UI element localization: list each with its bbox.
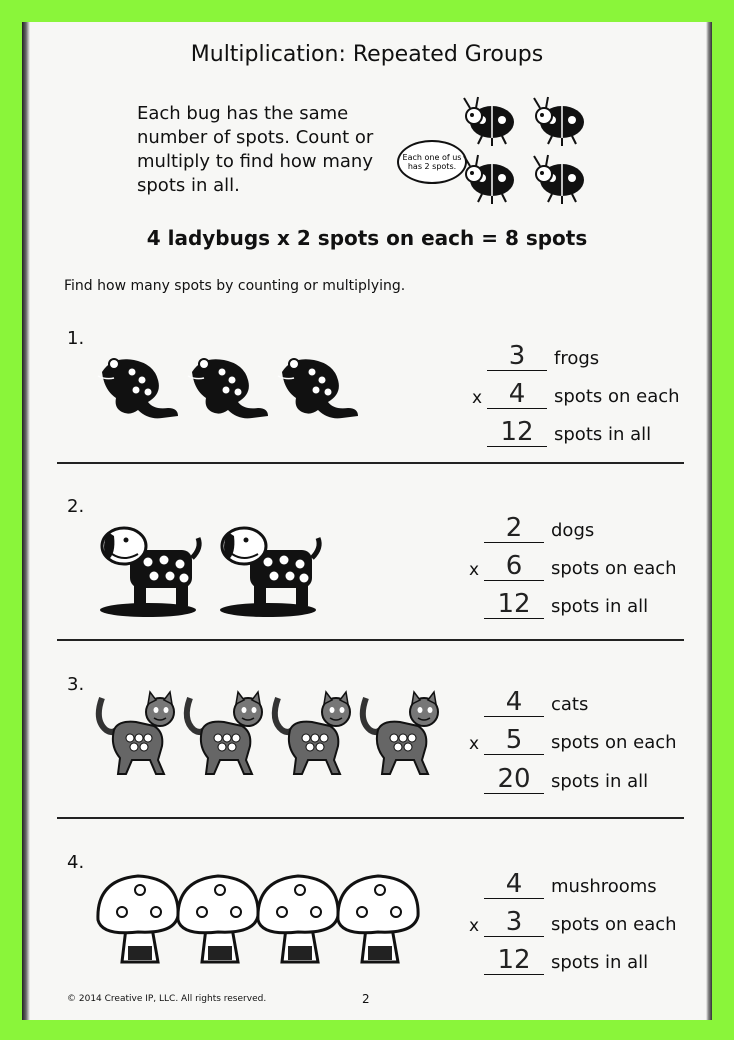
example-equation: 4 ladybugs x 2 spots on each = 8 spots	[146, 226, 588, 250]
total-label: spots in all	[551, 771, 649, 792]
count-label: mushrooms	[551, 876, 657, 897]
speech-bubble: Each one of us has 2 spots.	[397, 140, 467, 184]
worksheet-page	[22, 22, 712, 1020]
each-answer[interactable]: 4	[487, 380, 547, 409]
each-label: spots on each	[551, 732, 677, 753]
total-answer[interactable]: 20	[484, 765, 544, 794]
mushroom-icon	[94, 870, 424, 970]
each-answer[interactable]: 6	[484, 552, 544, 581]
page-shadow-left	[22, 22, 30, 1020]
problem-number: 3.	[67, 674, 85, 695]
total-answer[interactable]: 12	[484, 946, 544, 975]
problem-number: 4.	[67, 852, 85, 873]
total-answer[interactable]: 12	[487, 418, 547, 447]
intro-text: Each bug has the same number of spots. Count or multiply to find how many spots in all.	[137, 103, 374, 196]
times-symbol: x	[469, 916, 480, 936]
page-title: Multiplication: Repeated Groups	[190, 42, 544, 67]
groups-answer[interactable]: 4	[484, 870, 544, 899]
each-label: spots on each	[551, 558, 677, 579]
each-answer[interactable]: 5	[484, 726, 544, 755]
each-answer[interactable]: 3	[484, 908, 544, 937]
times-symbol: x	[469, 560, 480, 580]
divider	[57, 817, 684, 819]
groups-answer[interactable]: 3	[487, 342, 547, 371]
problem-number: 1.	[67, 328, 85, 349]
total-answer[interactable]: 12	[484, 590, 544, 619]
problem-number: 2.	[67, 496, 85, 517]
times-symbol: x	[472, 388, 483, 408]
divider	[57, 639, 684, 641]
ladybugs-icon	[462, 94, 612, 214]
total-label: spots in all	[554, 424, 652, 445]
total-label: spots in all	[551, 952, 649, 973]
count-label: frogs	[554, 348, 600, 369]
frog-icon	[92, 350, 382, 430]
times-symbol: x	[469, 734, 480, 754]
count-label: dogs	[551, 520, 595, 541]
cat-icon	[92, 690, 452, 780]
page-number: 2	[362, 992, 370, 1006]
groups-answer[interactable]: 2	[484, 514, 544, 543]
page-shadow-right	[706, 22, 712, 1020]
instructions: Find how many spots by counting or multiplying.	[64, 278, 406, 294]
each-label: spots on each	[551, 914, 677, 935]
dog-icon	[98, 518, 328, 618]
each-label: spots on each	[554, 386, 680, 407]
divider	[57, 462, 684, 464]
copyright-text: © 2014 Creative IP, LLC. All rights reserved.	[67, 994, 267, 1004]
total-label: spots in all	[551, 596, 649, 617]
groups-answer[interactable]: 4	[484, 688, 544, 717]
count-label: cats	[551, 694, 589, 715]
